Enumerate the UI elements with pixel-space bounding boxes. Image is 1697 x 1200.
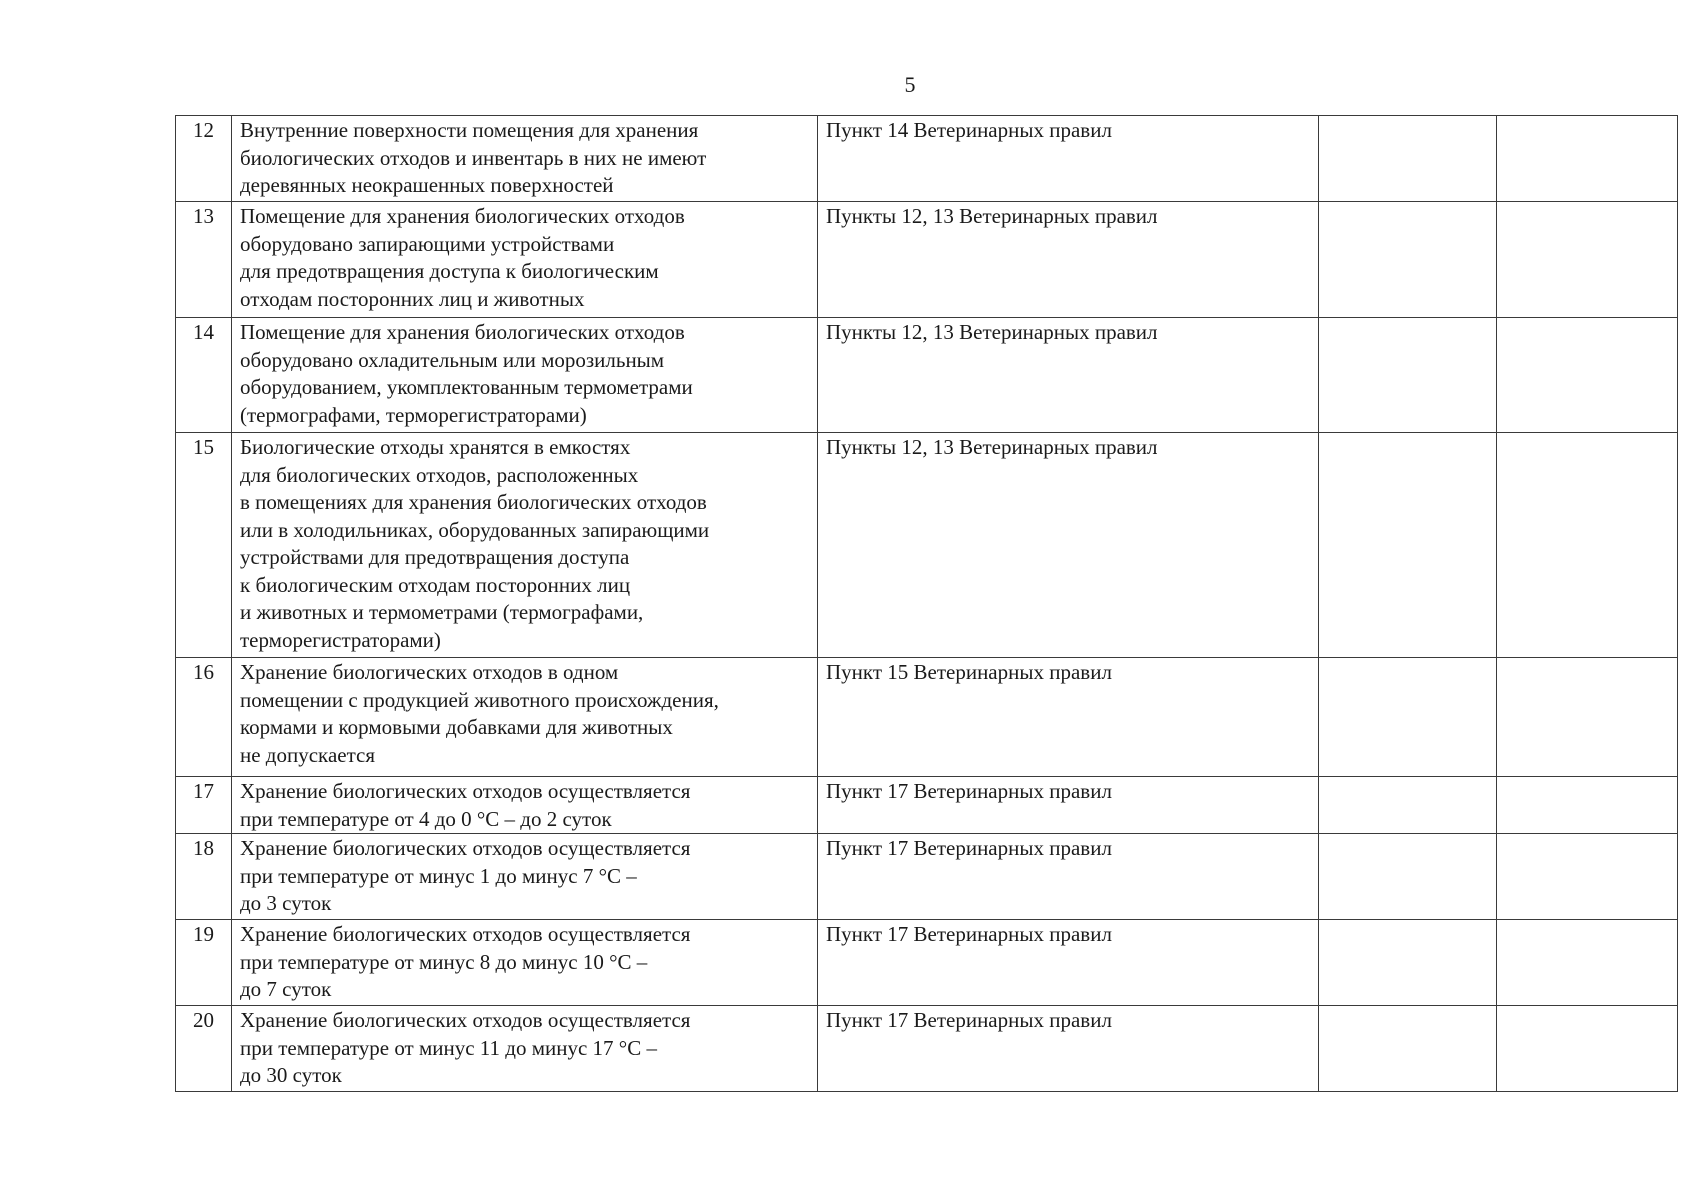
row-number: 20 xyxy=(176,1006,232,1092)
note-cell xyxy=(1497,1006,1678,1092)
row-number: 15 xyxy=(176,433,232,658)
table-row xyxy=(176,1006,1678,1092)
checklist-table xyxy=(175,115,1678,1092)
answer-cell xyxy=(1319,920,1497,1006)
note-cell xyxy=(1497,202,1678,318)
row-number: 19 xyxy=(176,920,232,1006)
requirement-text: Хранение биологических отходов осуществляется при температуре от минус 1 до минус 7 °С – до 3 суток xyxy=(232,834,818,920)
answer-cell xyxy=(1319,834,1497,920)
legal-reference: Пункты 12, 13 Ветеринарных правил xyxy=(818,433,1319,658)
answer-cell xyxy=(1319,777,1497,834)
requirement-text: Биологические отходы хранятся в емкостях для биологических отходов, расположенных в помещениях для хранения биологических отходов или в холодильниках, оборудованных запирающими устройствами для предотвращения доступа к биологическим отходам посторонних лиц и животных и термометрами (термографами, терморегистраторами) xyxy=(232,433,818,658)
row-number: 13 xyxy=(176,202,232,318)
requirement-text: Хранение биологических отходов в одном помещении с продукцией животного происхождения, кормами и кормовыми добавками для животных не допускается xyxy=(232,658,818,777)
table-row xyxy=(176,433,1678,658)
legal-reference: Пункт 17 Ветеринарных правил xyxy=(818,777,1319,834)
row-number: 18 xyxy=(176,834,232,920)
answer-cell xyxy=(1319,202,1497,318)
answer-cell xyxy=(1319,318,1497,433)
requirement-text: Хранение биологических отходов осуществляется при температуре от минус 8 до минус 10 °С – до 7 суток xyxy=(232,920,818,1006)
answer-cell xyxy=(1319,1006,1497,1092)
note-cell xyxy=(1497,433,1678,658)
legal-reference: Пункт 17 Ветеринарных правил xyxy=(818,834,1319,920)
legal-reference: Пункт 17 Ветеринарных правил xyxy=(818,1006,1319,1092)
legal-reference: Пункты 12, 13 Ветеринарных правил xyxy=(818,202,1319,318)
table-row xyxy=(176,318,1678,433)
table-row xyxy=(176,777,1678,834)
answer-cell xyxy=(1319,433,1497,658)
answer-cell xyxy=(1319,658,1497,777)
requirement-text: Хранение биологических отходов осуществляется при температуре от минус 11 до минус 17 °С – до 30 суток xyxy=(232,1006,818,1092)
note-cell xyxy=(1497,777,1678,834)
page-number: 5 xyxy=(904,72,916,97)
answer-cell xyxy=(1319,116,1497,202)
requirement-text: Помещение для хранения биологических отходов оборудовано запирающими устройствами для предотвращения доступа к биологическим отходам посторонних лиц и животных xyxy=(232,202,818,318)
table-row xyxy=(176,202,1678,318)
requirement-text: Внутренние поверхности помещения для хранения биологических отходов и инвентарь в них не имеют деревянных неокрашенных поверхностей xyxy=(232,116,818,202)
note-cell xyxy=(1497,658,1678,777)
table-row xyxy=(176,834,1678,920)
table-row xyxy=(176,920,1678,1006)
legal-reference: Пункты 12, 13 Ветеринарных правил xyxy=(818,318,1319,433)
legal-reference: Пункт 15 Ветеринарных правил xyxy=(818,658,1319,777)
note-cell xyxy=(1497,834,1678,920)
table-row xyxy=(176,116,1678,202)
row-number: 17 xyxy=(176,777,232,834)
requirement-text: Хранение биологических отходов осуществляется при температуре от 4 до 0 °С – до 2 суток xyxy=(232,777,818,834)
checklist-table-wrapper xyxy=(175,115,1677,1092)
note-cell xyxy=(1497,920,1678,1006)
row-number: 12 xyxy=(176,116,232,202)
table-row xyxy=(176,658,1678,777)
note-cell xyxy=(1497,116,1678,202)
legal-reference: Пункт 17 Ветеринарных правил xyxy=(818,920,1319,1006)
row-number: 16 xyxy=(176,658,232,777)
legal-reference: Пункт 14 Ветеринарных правил xyxy=(818,116,1319,202)
note-cell xyxy=(1497,318,1678,433)
requirement-text: Помещение для хранения биологических отходов оборудовано охладительным или морозильным оборудованием, укомплектованным термометрами (термографами, терморегистраторами) xyxy=(232,318,818,433)
row-number: 14 xyxy=(176,318,232,433)
